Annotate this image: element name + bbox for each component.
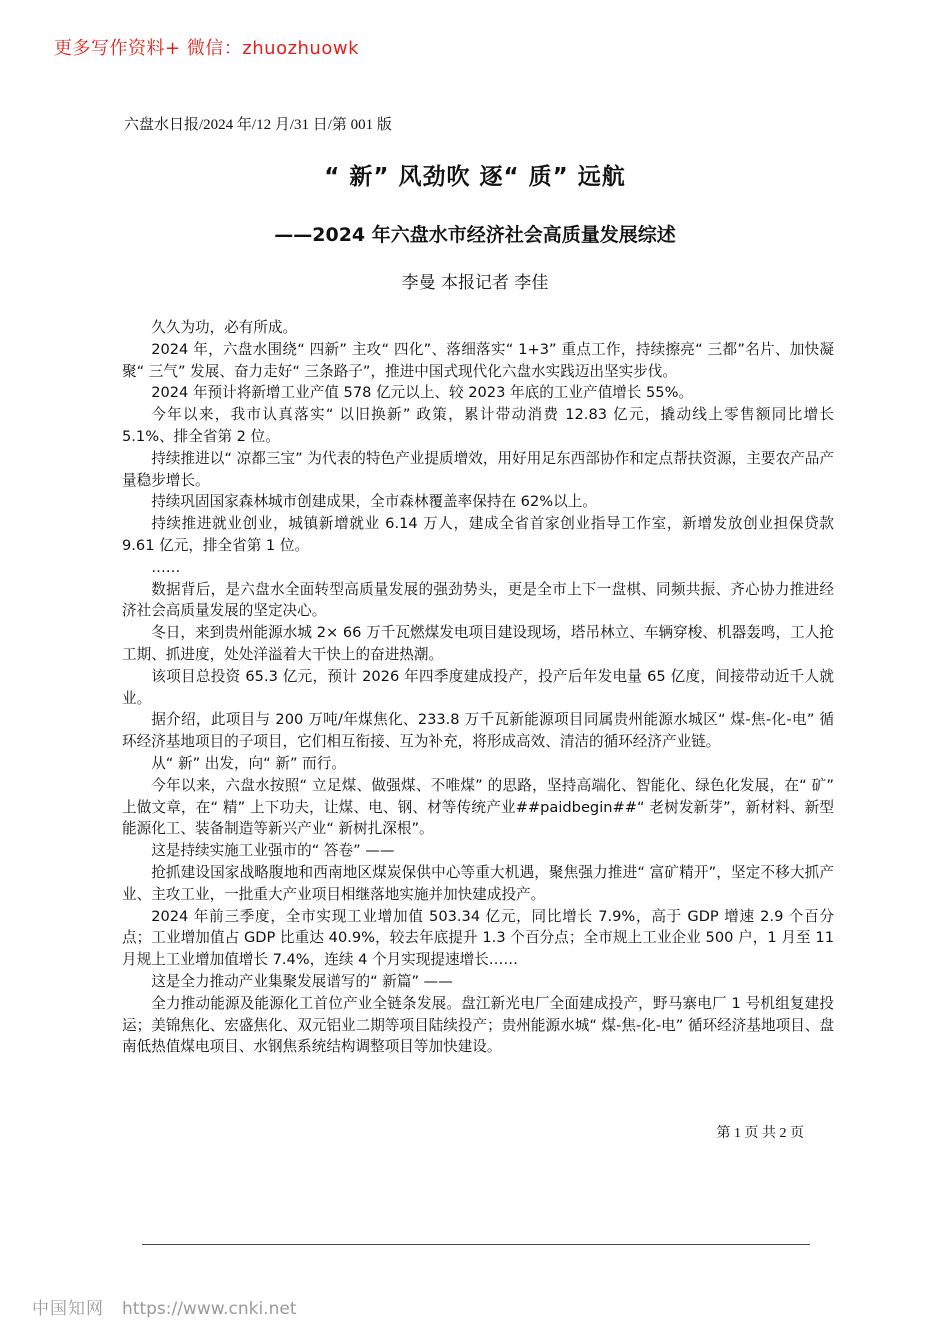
footer-divider xyxy=(142,1244,810,1245)
watermark xyxy=(32,1294,296,1319)
paragraph: 冬日，来到贵州能源水城 2× 66 万千瓦燃煤发电项目建设现场，塔吊林立、车辆穿梭、机器轰鸣，工人抢工期、抓进度，处处洋溢着大干快上的奋进热潮。 xyxy=(122,624,834,663)
paragraph: 这是持续实施工业强市的“ 答卷” —— xyxy=(151,842,395,860)
article-byline: 李曼 本报记者 李佳 xyxy=(401,273,549,293)
paragraph: 据介绍，此项目与 200 万吨/年煤焦化、233.8 万千瓦新能源项目同属贵州能源水城区“ 煤-焦-化-电” 循环经济基地项目的子项目，它们相互衔接、互为补充，将形成高效、清洁的循环经济产业链。 xyxy=(122,711,834,751)
paragraph: 久久为功，必有所成。 xyxy=(151,319,298,336)
newspaper-source-line: 六盘水日报/2024 年/12 月/31 日/第 001 版 xyxy=(124,117,392,133)
paragraph: …… xyxy=(151,558,181,576)
page-number: 第 1 页 共 2 页 xyxy=(716,1126,804,1141)
promo-banner: 更多写作资料+ 微信：zhuozhuowk xyxy=(54,38,360,59)
paragraph: 持续推进就业创业，城镇新增就业 6.14 万人，建成全省首家创业指导工作室，新增发放创业担保贷款 9.61 亿元，排全省第 1 位。 xyxy=(122,515,834,554)
paragraph: 2024 年预计将新增工业产值 578 亿元以上、较 2023 年底的工业产值增长 55%。 xyxy=(151,384,694,402)
paragraph: 全力推动能源及能源化工首位产业全链条发展。盘江新光电厂全面建成投产，野马寨电厂 1 号机组复建投运；美锦焦化、宏盛焦化、双元铝业二期等项目陆续投产；贵州能源水城“ 煤-焦-化-电” 循环经济基地项目、盘南低热值煤电项目、水钢焦系统结构调整项目等加快建设。 xyxy=(122,994,834,1056)
paragraph: 抢抓建设国家战略腹地和西南地区煤炭保供中心等重大机遇，聚焦强力推进“ 富矿精开”，坚定不移大抓产业、主攻工业，一批重大产业项目相继落地实施并加快建成投产。 xyxy=(122,863,834,903)
paragraph: 从“ 新” 出发，向“ 新” 而行。 xyxy=(151,754,346,772)
paragraph: 数据背后，是六盘水全面转型高质量发展的强劲势头，更是全市上下一盘棋、同频共振、齐心协力推进经济社会高质量发展的坚定决心。 xyxy=(122,580,834,620)
article-title: “ 新” 风劲吹 逐“ 质” 远航 xyxy=(324,164,626,190)
paragraph: 该项目总投资 65.3 亿元，预计 2026 年四季度建成投产，投产后年发电量 65 亿度，间接带动近千人就业。 xyxy=(122,667,834,707)
article-subtitle: ——2024 年六盘水市经济社会高质量发展综述 xyxy=(274,224,676,246)
paragraph: 2024 年前三季度，全市实现工业增加值 503.34 亿元，同比增长 7.9%，高于 GDP 增速 2.9 个百分点；工业增加值占 GDP 比重达 40.9%，较去年底提升 1.3 个百分点；全市规上工业企业 500 户，1 月至 11 月规上工业增加值增长 7.4%，连续 4 个月实现提速增长…… xyxy=(122,907,834,969)
paragraph: 持续推进以“ 凉都三宝” 为代表的特色产业提质增效，用好用足东西部协作和定点帮扶资源，主要农产品产量稳步增长。 xyxy=(122,449,834,489)
article-body xyxy=(122,317,834,1058)
watermark-url: https://www.cnki.net xyxy=(122,1299,297,1319)
paragraph: 持续巩固国家森林城市创建成果，全市森林覆盖率保持在 62%以上。 xyxy=(151,493,597,511)
watermark-name: 中国知网 xyxy=(32,1299,104,1319)
paragraph: 这是全力推动产业集聚发展谱写的“ 新篇” —— xyxy=(151,972,453,990)
paragraph: 2024 年，六盘水围绕“ 四新” 主攻“ 四化”、落细落实“ 1+3” 重点工作，持续擦亮“ 三都”名片、加快凝聚“ 三气” 发展、奋力走好“ 三条路子”，推进中国式现代化六盘水实践迈出坚实步伐。 xyxy=(122,340,834,380)
paragraph: 今年以来，六盘水按照“ 立足煤、做强煤、不唯煤” 的思路，坚持高端化、智能化、绿色化发展，在“ 矿” 上做文章，在“ 精” 上下功夫，让煤、电、钢、材等传统产业##paidbegin##“ 老树发新芽”，新材料、新型能源化工、装备制造等新兴产业“ 新树扎深根”。 xyxy=(122,776,834,838)
paragraph: 今年以来，我市认真落实“ 以旧换新” 政策，累计带动消费 12.83 亿元，撬动线上零售额同比增长 5.1%、排全省第 2 位。 xyxy=(122,406,834,445)
